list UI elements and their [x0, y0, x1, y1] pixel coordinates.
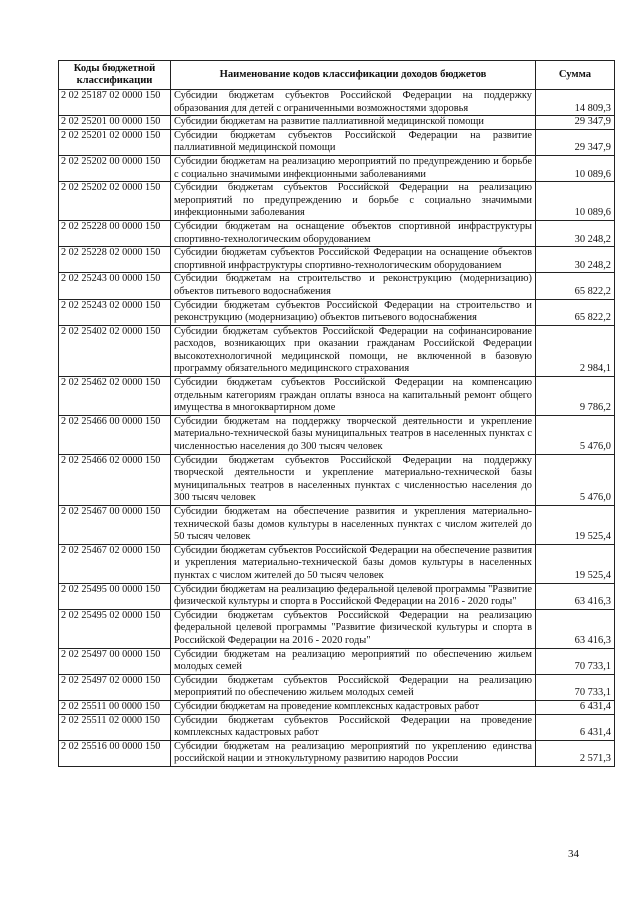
row-name: Субсидии бюджетам субъектов Российской Федерации на поддержку творческой деятельности и укрепление материально-технической базы муниципальных театров в населенных пунктах с численностью населения до 300 тысяч человек: [171, 454, 536, 505]
row-name: Субсидии бюджетам на обеспечение развития и укрепления материально-технической базы домов культуры в населенных пунктах с числом жителей до 50 тысяч человек: [171, 506, 536, 545]
table-row: [59, 506, 615, 545]
table-row: [59, 544, 615, 583]
table-row: [59, 247, 615, 273]
row-name: Субсидии бюджетам на реализацию федеральной целевой программы "Развитие физической культуры и спорта в Российской Федерации на 2016 - 2020 годы": [171, 583, 536, 609]
page-number: 34: [568, 848, 579, 860]
row-code: 2 02 25497 00 0000 150: [59, 648, 171, 674]
row-sum: 29 347,9: [536, 116, 615, 130]
row-name: Субсидии бюджетам на реализацию мероприятий по обеспечению жильем молодых семей: [171, 648, 536, 674]
table-row: [59, 740, 615, 766]
row-sum: 2 984,1: [536, 325, 615, 376]
table-row: [59, 700, 615, 714]
row-code: 2 02 25467 00 0000 150: [59, 506, 171, 545]
row-name: Субсидии бюджетам субъектов Российской Федерации на развитие паллиативной медицинской помощи: [171, 129, 536, 155]
row-name: Субсидии бюджетам субъектов Российской Федерации на обеспечение развития и укрепления материально-технической базы домов культуры в населенных пунктах с числом жителей до 50 тысяч человек: [171, 544, 536, 583]
table-row: [59, 116, 615, 130]
revenue-classification-page: [58, 60, 614, 767]
row-name: Субсидии бюджетам на реализацию мероприятий по предупреждению и борьбе с социально значимыми инфекционными заболеваниями: [171, 155, 536, 181]
table-row: [59, 325, 615, 376]
table-row: [59, 90, 615, 116]
row-code: 2 02 25228 00 0000 150: [59, 220, 171, 246]
row-sum: 9 786,2: [536, 377, 615, 416]
row-name: Субсидии бюджетам на оснащение объектов спортивной инфраструктуры спортивно-технологическим оборудованием: [171, 220, 536, 246]
row-code: 2 02 25202 02 0000 150: [59, 182, 171, 221]
table-row: [59, 714, 615, 740]
table-row: [59, 454, 615, 505]
row-sum: 5 476,0: [536, 415, 615, 454]
row-sum: 6 431,4: [536, 700, 615, 714]
row-code: 2 02 25466 00 0000 150: [59, 415, 171, 454]
row-sum: 2 571,3: [536, 740, 615, 766]
row-sum: 5 476,0: [536, 454, 615, 505]
row-sum: 30 248,2: [536, 247, 615, 273]
table-row: [59, 182, 615, 221]
row-name: Субсидии бюджетам субъектов Российской Федерации на поддержку образования для детей с ограниченными возможностями здоровья: [171, 90, 536, 116]
row-sum: 19 525,4: [536, 544, 615, 583]
row-sum: 10 089,6: [536, 182, 615, 221]
row-name: Субсидии бюджетам на проведение комплексных кадастровых работ: [171, 700, 536, 714]
row-name: Субсидии бюджетам субъектов Российской Федерации на реализацию мероприятий по обеспечению жильем молодых семей: [171, 674, 536, 700]
table-row: [59, 415, 615, 454]
table-row: [59, 377, 615, 416]
row-code: 2 02 25495 02 0000 150: [59, 609, 171, 648]
table-row: [59, 155, 615, 181]
table-row: [59, 674, 615, 700]
table-row: [59, 129, 615, 155]
row-sum: 14 809,3: [536, 90, 615, 116]
row-code: 2 02 25462 02 0000 150: [59, 377, 171, 416]
row-code: 2 02 25228 02 0000 150: [59, 247, 171, 273]
table-header-row: [59, 61, 615, 90]
row-code: 2 02 25201 00 0000 150: [59, 116, 171, 130]
row-sum: 63 416,3: [536, 583, 615, 609]
table-row: [59, 273, 615, 299]
table-row: [59, 220, 615, 246]
row-code: 2 02 25467 02 0000 150: [59, 544, 171, 583]
row-name: Субсидии бюджетам субъектов Российской Федерации на реализацию федеральной целевой программы "Развитие физической культуры и спорта в Российской Федерации на 2016 - 2020 годы": [171, 609, 536, 648]
row-code: 2 02 25511 02 0000 150: [59, 714, 171, 740]
row-sum: 10 089,6: [536, 155, 615, 181]
row-name: Субсидии бюджетам субъектов Российской Федерации на софинансирование расходов, возникающих при оказании гражданам Российской Федерации высокотехнологичной медицинской помощи, не включенной в базовую программу обязательного медицинского страхования: [171, 325, 536, 376]
row-code: 2 02 25201 02 0000 150: [59, 129, 171, 155]
row-name: Субсидии бюджетам на развитие паллиативной медицинской помощи: [171, 116, 536, 130]
row-name: Субсидии бюджетам субъектов Российской Федерации на компенсацию отдельным категориям граждан оплаты взноса на капитальный ремонт общего имущества в многоквартирном доме: [171, 377, 536, 416]
header-sum: Сумма: [536, 61, 615, 90]
row-code: 2 02 25516 00 0000 150: [59, 740, 171, 766]
header-name: Наименование кодов классификации доходов бюджетов: [171, 61, 536, 90]
header-code: Коды бюджетной классификации: [59, 61, 171, 90]
revenue-table: [58, 60, 615, 767]
row-code: 2 02 25402 02 0000 150: [59, 325, 171, 376]
row-code: 2 02 25511 00 0000 150: [59, 700, 171, 714]
table-body: [59, 90, 615, 767]
row-code: 2 02 25202 00 0000 150: [59, 155, 171, 181]
row-name: Субсидии бюджетам на реализацию мероприятий по укреплению единства российской нации и этнокультурному развитию народов России: [171, 740, 536, 766]
row-sum: 65 822,2: [536, 299, 615, 325]
table-row: [59, 299, 615, 325]
row-name: Субсидии бюджетам на строительство и реконструкцию (модернизацию) объектов питьевого водоснабжения: [171, 273, 536, 299]
row-code: 2 02 25497 02 0000 150: [59, 674, 171, 700]
row-sum: 29 347,9: [536, 129, 615, 155]
row-code: 2 02 25243 00 0000 150: [59, 273, 171, 299]
table-row: [59, 609, 615, 648]
row-sum: 70 733,1: [536, 648, 615, 674]
row-name: Субсидии бюджетам субъектов Российской Федерации на строительство и реконструкцию (модернизацию) объектов питьевого водоснабжения: [171, 299, 536, 325]
row-code: 2 02 25243 02 0000 150: [59, 299, 171, 325]
row-sum: 19 525,4: [536, 506, 615, 545]
row-name: Субсидии бюджетам субъектов Российской Федерации на оснащение объектов спортивной инфраструктуры спортивно-технологическим оборудованием: [171, 247, 536, 273]
row-code: 2 02 25187 02 0000 150: [59, 90, 171, 116]
row-code: 2 02 25466 02 0000 150: [59, 454, 171, 505]
table-row: [59, 648, 615, 674]
table-row: [59, 583, 615, 609]
row-sum: 65 822,2: [536, 273, 615, 299]
row-name: Субсидии бюджетам на поддержку творческой деятельности и укрепление материально-технической базы муниципальных театров в населенных пунктах с численностью населения до 300 тысяч человек: [171, 415, 536, 454]
row-name: Субсидии бюджетам субъектов Российской Федерации на проведение комплексных кадастровых работ: [171, 714, 536, 740]
row-sum: 70 733,1: [536, 674, 615, 700]
row-sum: 6 431,4: [536, 714, 615, 740]
row-sum: 63 416,3: [536, 609, 615, 648]
row-sum: 30 248,2: [536, 220, 615, 246]
row-code: 2 02 25495 00 0000 150: [59, 583, 171, 609]
row-name: Субсидии бюджетам субъектов Российской Федерации на реализацию мероприятий по предупреждению и борьбе с социально значимыми инфекционными заболевания: [171, 182, 536, 221]
